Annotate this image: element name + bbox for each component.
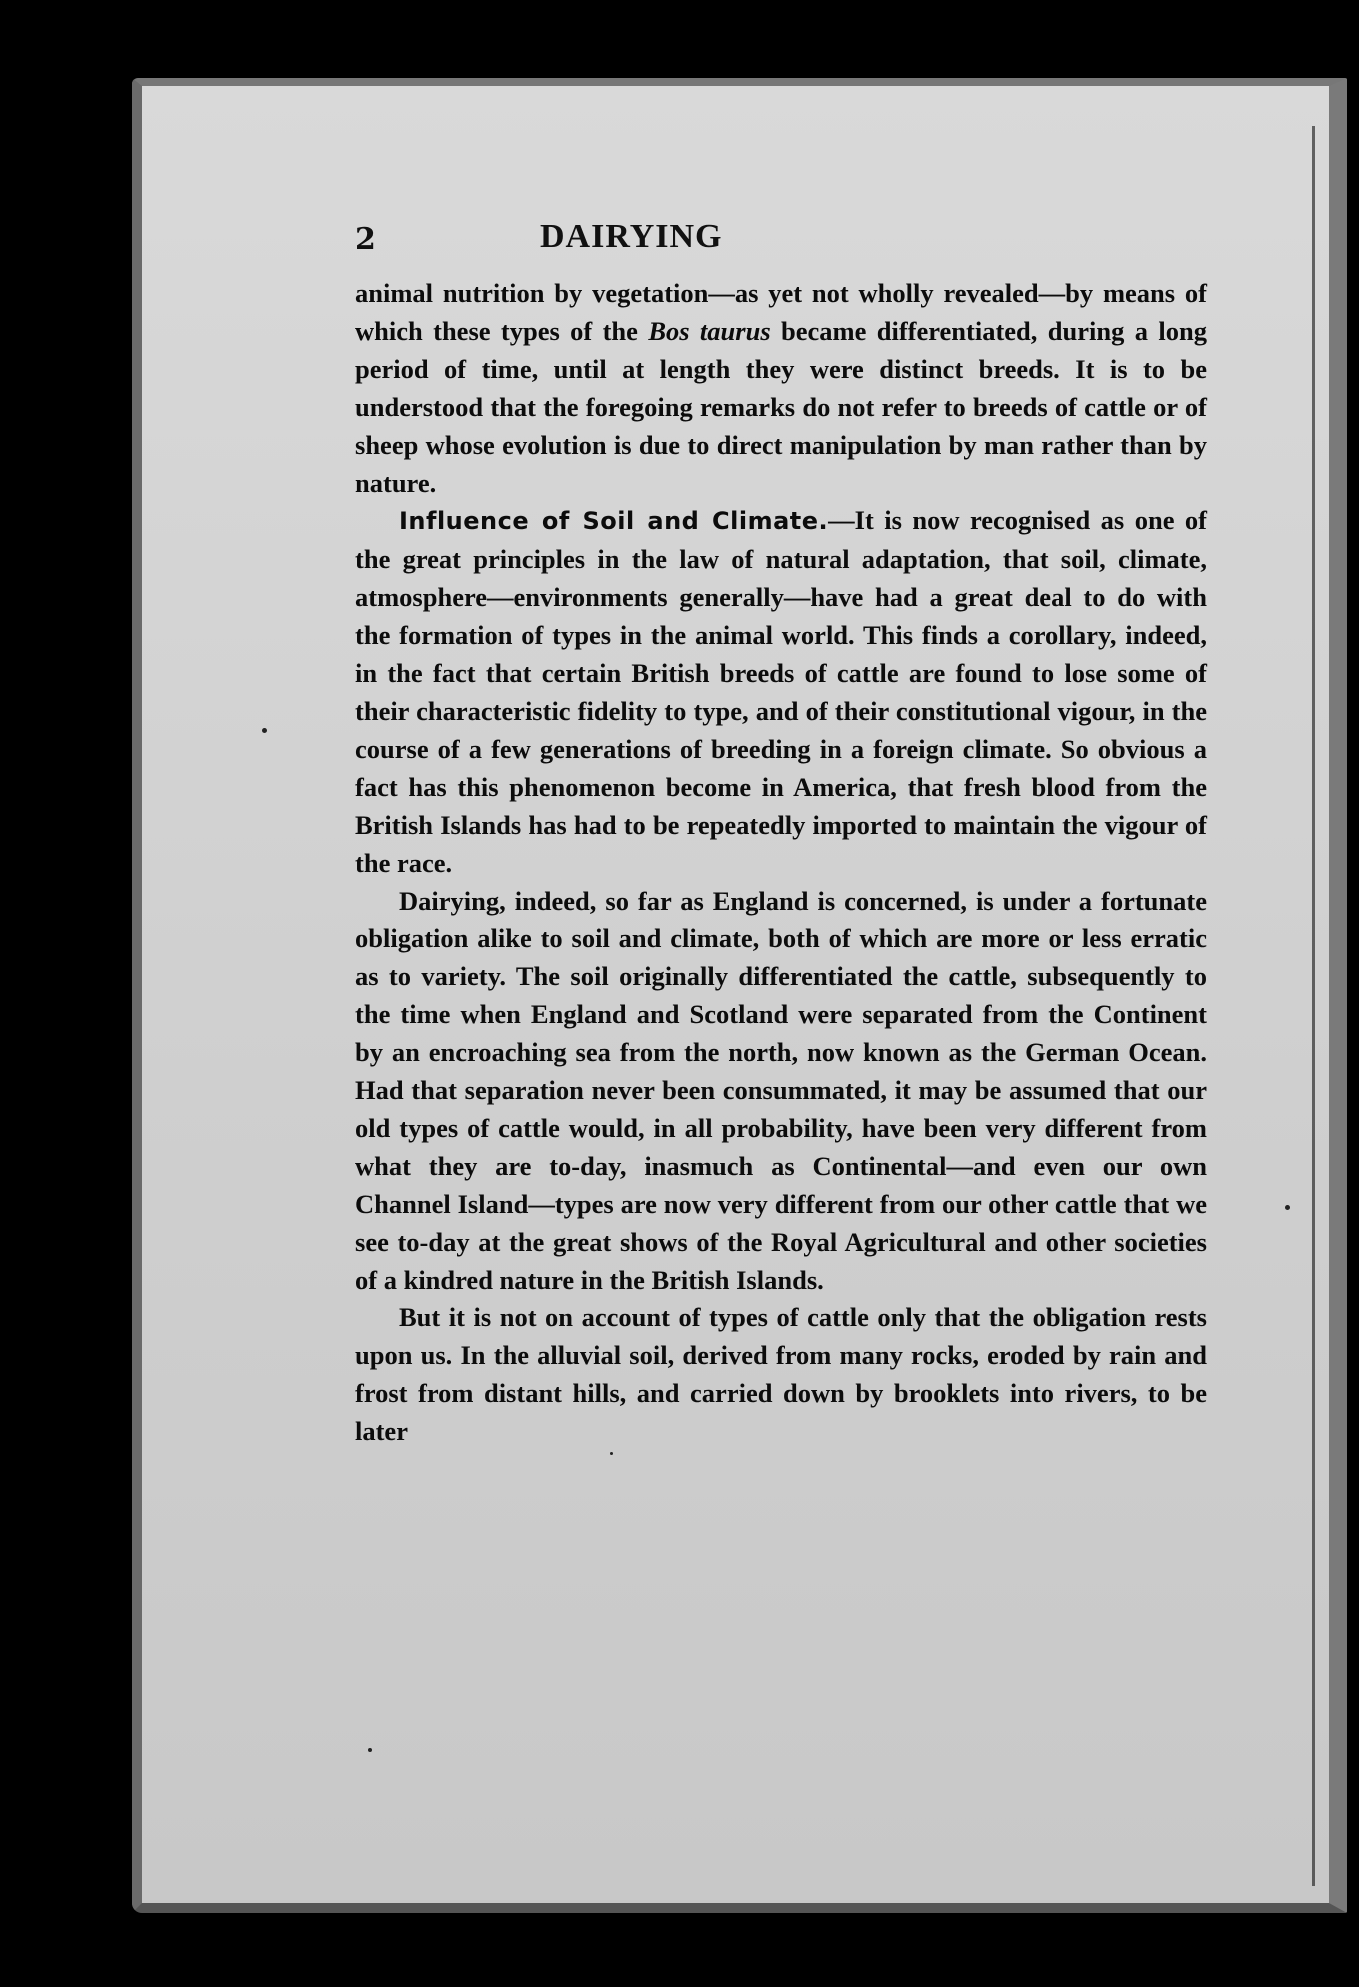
paragraph-1-text-b: became differentiated, during a long period of time, until at length they were distinct breeds. It is to be understood that the foregoing remarks do not refer to breeds of cattle or of sheep whose evolution is due to direct manipulation by man rather than by nature. — [355, 315, 1207, 498]
scan-speck — [262, 728, 267, 733]
paragraph-2 — [355, 502, 1207, 882]
page-edge-line — [1312, 126, 1315, 1886]
scan-speck — [368, 1748, 372, 1752]
paragraph-4: But it is not on account of types of cattle only that the obligation rests upon us. In the alluvial soil, derived from many rocks, eroded by rain and frost from distant hills, and carried down by brooklets into rivers, to be later — [355, 1302, 1207, 1447]
page-number: 2 — [355, 222, 376, 257]
section-side-heading: Influence of Soil and Climate. — [399, 507, 829, 536]
body-text — [355, 275, 1207, 1451]
scan-speck — [610, 1452, 613, 1455]
latin-species-name: Bos taurus — [648, 315, 771, 346]
paragraph-1-text-a: animal nutrition by vegetation—as yet not wholly revealed—by means of which these types of the — [355, 278, 1207, 346]
paragraph-3: Dairying, indeed, so far as England is concerned, is under a fortunate obligation alike to soil and climate, both of which are more or less erratic as to variety. The soil originally differentiated the cattle, subsequently to the time when England and Scotland were separated from the Continent by an encroaching sea from the north, now known as the German Ocean. Had that separation never been consummated, it may be assumed that our old types of cattle would, in all probability, have been very different from what they are to-day, inasmuch as Continental—and even our own Channel Island—types are now very different from our other cattle that we see to-day at the great shows of the Royal Agricultural and other societies of a kindred nature in the British Islands. — [355, 885, 1207, 1295]
scan-speck — [1285, 1205, 1290, 1210]
paragraph-1 — [355, 275, 1207, 502]
paragraph-2-text: —It is now recognised as one of the great principles in the law of natural adaptation, that soil, climate, atmosphere—environments generally—have had a great deal to do with the formation of types in the animal world. This finds a corollary, indeed, in the fact that certain British breeds of cattle are found to lose some of their characteristic fidelity to type, and of their constitutional vigour, in the course of a few generations of breeding in a foreign climate. So obvious a fact has this phenomenon become in America, that fresh blood from the British Islands has had to be repeatedly imported to maintain the vigour of the race. — [355, 505, 1208, 878]
running-head: DAIRYING — [540, 218, 723, 255]
